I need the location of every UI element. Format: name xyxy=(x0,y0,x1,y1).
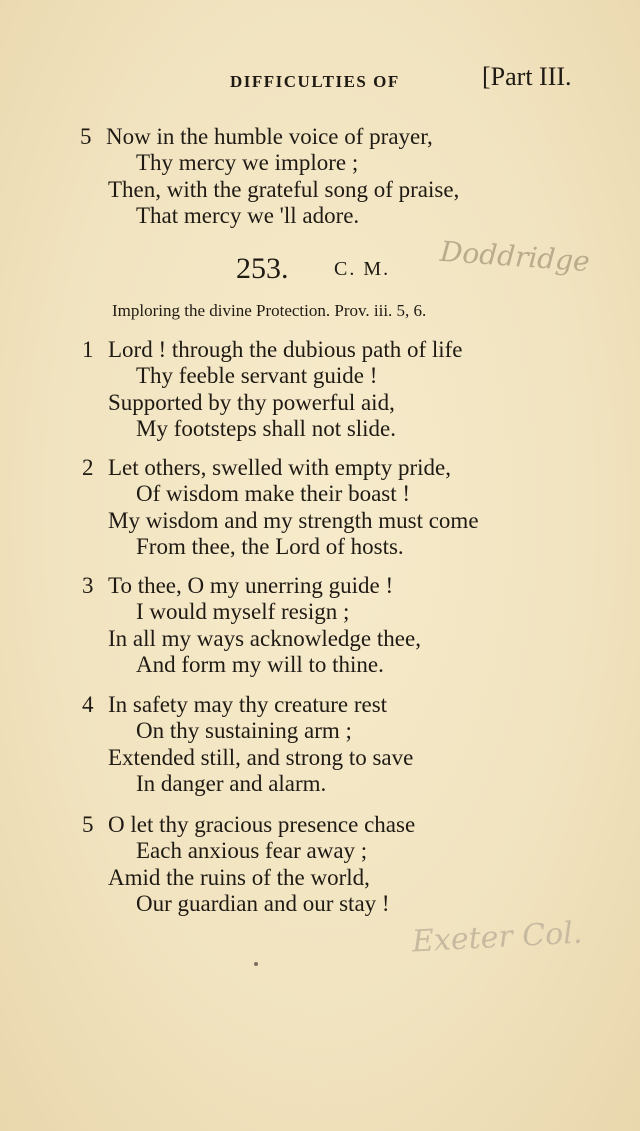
verse-line: Thy mercy we implore ; xyxy=(136,150,359,175)
verse-line: O let thy gracious presence chase xyxy=(108,812,416,837)
verse-line: Our guardian and our stay ! xyxy=(136,891,390,916)
verse-line: Amid the ruins of the world, xyxy=(108,865,370,890)
stanza-number: 3 xyxy=(82,573,94,598)
verse-line: Each anxious fear away ; xyxy=(136,838,368,863)
stanza-number: 5 xyxy=(82,812,94,837)
verse-line: I would myself resign ; xyxy=(136,599,350,624)
verse-line: In danger and alarm. xyxy=(136,771,327,796)
hymn-number: 253. xyxy=(236,252,289,285)
stanza-number: 1 xyxy=(82,337,94,362)
verse-line: In safety may thy creature rest xyxy=(108,692,388,717)
verse-line: In all my ways acknowledge thee, xyxy=(108,626,421,651)
stanza-number: 5 xyxy=(80,124,92,149)
stanza-number: 2 xyxy=(82,455,94,480)
verse-line: Lord ! through the dubious path of life xyxy=(108,337,463,362)
verse-line: Let others, swelled with empty pride, xyxy=(108,455,452,480)
verse-line: Now in the humble voice of prayer, xyxy=(106,124,433,149)
handwritten-footer-annotation: Exeter Col. xyxy=(411,915,584,960)
running-header-part: [Part III. xyxy=(482,62,572,91)
verse-line: My wisdom and my strength must come xyxy=(108,508,479,533)
hymn-meter: C. M. xyxy=(334,258,391,280)
verse-line: Then, with the grateful song of praise, xyxy=(108,177,460,202)
verse-line: And form my will to thine. xyxy=(136,652,384,677)
verse-line: On thy sustaining arm ; xyxy=(136,718,352,743)
verse-line: To thee, O my unerring guide ! xyxy=(108,573,394,598)
verse-line: From thee, the Lord of hosts. xyxy=(136,534,404,559)
verse-line: Of wisdom make their boast ! xyxy=(136,481,411,506)
verse-line: Supported by thy powerful aid, xyxy=(108,390,395,415)
running-header-title: DIFFICULTIES OF xyxy=(230,72,400,91)
verse-line: That mercy we 'll adore. xyxy=(136,203,360,228)
ink-speck xyxy=(254,962,258,966)
stanza-number: 4 xyxy=(82,692,94,717)
verse-line: Thy feeble servant guide ! xyxy=(136,363,378,388)
handwritten-author-annotation: Doddridge xyxy=(439,234,591,279)
hymn-subtitle: Imploring the divine Protection. Prov. iii. 5, 6. xyxy=(112,301,427,320)
verse-line: Extended still, and strong to save xyxy=(108,745,414,770)
verse-line: My footsteps shall not slide. xyxy=(136,416,397,441)
